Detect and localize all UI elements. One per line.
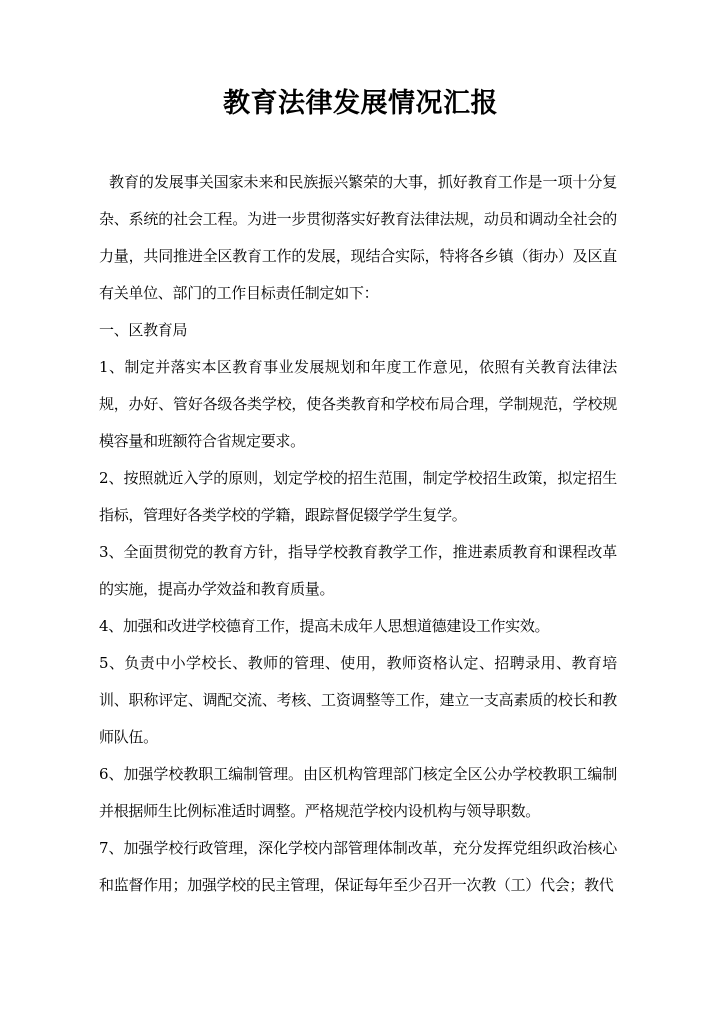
document-body: [99, 164, 617, 904]
paragraph: 教育的发展事关国家未来和民族振兴繁荣的大事，抓好教育工作是一项十分复杂、系统的社会工程。为进一步贯彻落实好教育法律法规，动员和调动全社会的力量，共同推进全区教育工作的发展，现结合实际，特将各乡镇（街办）及区直有关单位、部门的工作目标责任制定如下：: [99, 173, 617, 302]
paragraph: 7、加强学校行政管理，深化学校内部管理体制改革，充分发挥党组织政治核心和监督作用；加强学校的民主管理，保证每年至少召开一次教（工）代会；教代: [99, 839, 617, 894]
paragraph: 6、加强学校教职工编制管理。由区机构管理部门核定全区公办学校教职工编制并根据师生比例标准适时调整。严格规范学校内设机构与领导职数。: [99, 765, 617, 820]
paragraph: 2、按照就近入学的原则，划定学校的招生范围，制定学校招生政策，拟定招生指标，管理好各类学校的学籍，跟踪督促辍学学生复学。: [99, 469, 617, 524]
paragraph: 1、制定并落实本区教育事业发展规划和年度工作意见，依照有关教育法律法规，办好、管好各级各类学校，使各类教育和学校布局合理，学制规范，学校规模容量和班额符合省规定要求。: [99, 358, 617, 450]
paragraph: 3、全面贯彻党的教育方针，指导学校教育教学工作，推进素质教育和课程改革的实施，提高办学效益和教育质量。: [99, 543, 617, 598]
document-title: 教育法律发展情况汇报: [223, 88, 498, 119]
paragraph: 5、负责中小学校长、教师的管理、使用，教师资格认定、招聘录用、教育培训、职称评定、调配交流、考核、工资调整等工作，建立一支高素质的校长和教师队伍。: [99, 654, 617, 746]
paragraph: 一、区教育局: [99, 321, 188, 339]
paragraph: 4、加强和改进学校德育工作，提高未成年人思想道德建设工作实效。: [99, 617, 550, 635]
